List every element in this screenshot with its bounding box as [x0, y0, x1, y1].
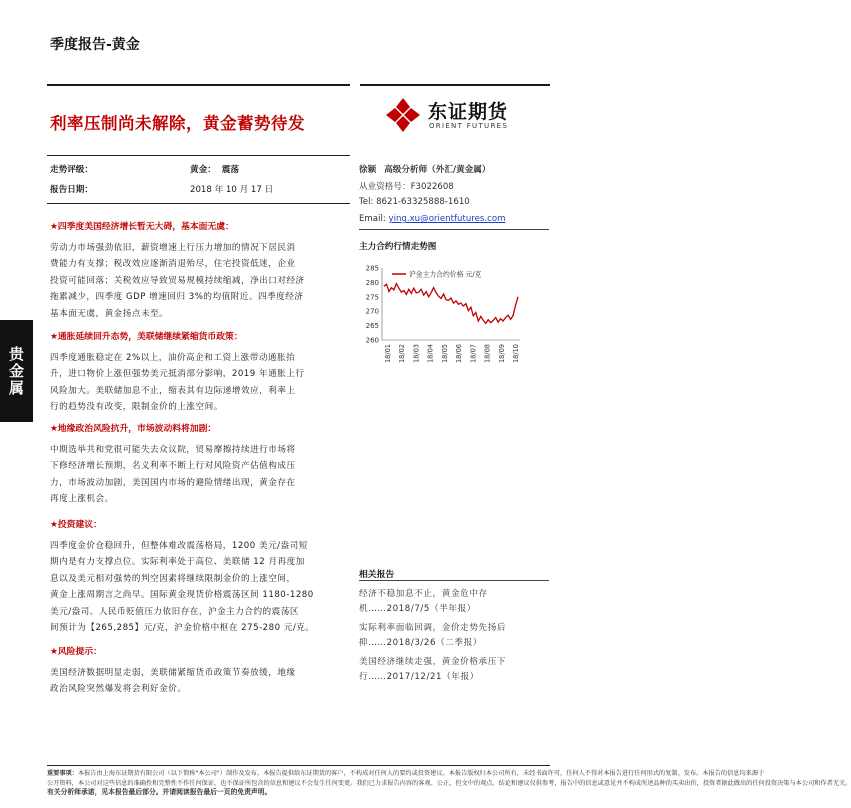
- section-4: [50, 517, 350, 636]
- section-line: 期内是有力支撑点位。实际利率处于高位、美联储 12 月再度加: [50, 557, 305, 568]
- disclaimer-line-1: [47, 769, 765, 779]
- related-item-date: 抑……2018/3/26（二季报）: [359, 637, 483, 648]
- meta-bottom-rule: [47, 203, 350, 204]
- page-title: 利率压制尚未解除，黄金蓄势待发: [50, 114, 305, 133]
- section-heading: ★风险提示：: [50, 647, 102, 657]
- section-line: 再度上涨机会。: [50, 494, 114, 505]
- related-item-date: 行……2017/12/21（年报）: [359, 671, 479, 682]
- analyst-rule: [359, 229, 549, 230]
- section-line: 息以及美元相对强势的判空因素将继续限制金价的上涨空间，: [50, 573, 296, 584]
- section-line: 美元/盎司。人民币贬值压力依旧存在，沪金主力合约的震荡区: [50, 606, 299, 617]
- section-line: 行的趋势没有改变，限制金价的上涨空间。: [50, 402, 223, 413]
- logo-name-en: ORIENT FUTURES: [429, 122, 509, 130]
- header-rule-left: [47, 84, 350, 86]
- trend-value: 震荡: [221, 165, 239, 175]
- x-tick-label: 18/10: [512, 344, 520, 364]
- x-tick-label: 18/05: [440, 344, 449, 364]
- section-line: 力，市场波动加剧，美国国内市场的避险情绪出现，黄金存在: [50, 477, 296, 488]
- x-tick-label: 18/09: [497, 344, 506, 364]
- section-line: 升，进口物价上涨但强势美元抵消部分影响，2019 年通胀上行: [50, 369, 305, 380]
- related-item-1[interactable]: [359, 587, 551, 616]
- related-heading: 相关报告: [359, 570, 395, 580]
- section-line: 费能力有支撑；税改效应逐渐消退殆尽，住宅投资低迷，企业: [50, 259, 296, 270]
- x-tick-label: 18/06: [455, 344, 464, 364]
- analyst-email-label: Email:: [359, 214, 389, 224]
- section-line: 间预计为【265,285】元/克，沪金价格中枢在 275-280 元/克。: [50, 623, 315, 634]
- trend-label: 走势评级：: [50, 165, 93, 175]
- company-logo: [384, 96, 534, 136]
- section-line: 美国经济数据明显走弱，美联储紧缩货币政策节奏放缓，地缘: [50, 668, 296, 678]
- disclaimer-footer: 有关分析师承诺，见本报告最后部分。并请阅读报告最后一页的免责声明。: [47, 788, 272, 797]
- x-tick-label: 18/07: [469, 344, 478, 364]
- section-line: 劳动力市场强劲依旧，薪资增速上行压力增加的情况下居民消: [50, 243, 296, 253]
- section-1: [50, 219, 350, 322]
- y-tick-label: 270: [365, 307, 379, 316]
- section-line: 四季度通胀稳定在 2%以上，油价高企和工资上涨带动通胀抬: [50, 353, 296, 363]
- section-heading: ★四季度美国经济增长暂无大碍，基本面无虞：: [50, 222, 234, 232]
- y-tick-label: 275: [365, 293, 379, 302]
- related-item-title: 实际利率面临回调，金价走势先扬后: [359, 623, 507, 633]
- analyst-tel: Tel: 8621-63325888-1610: [359, 197, 470, 207]
- related-item-date: 机……2018/7/5（半年报）: [359, 603, 476, 614]
- date-value: 2018 年 10 月 17 日: [190, 185, 274, 195]
- disclaimer-rule: [47, 765, 550, 766]
- related-rule: [359, 580, 549, 581]
- logo-name-cn: 东证期货: [428, 101, 509, 123]
- legend-label: 沪金主力合约价格 元/克: [409, 270, 482, 279]
- disclaimer-text-1: 本报告由上海东证期货有限公司（以下简称"本公司"）制作及发布。本报告提供给东证期货的客户，不构成对任何人的要约或投资建议。本报告版权归本公司所有，未经书面许可，任何人不得对本报告进行任何形式的复制、发布。本报告的信息均来源于: [77, 770, 765, 777]
- report-type: 季度报告-黄金: [50, 37, 140, 53]
- meta-top-rule: [47, 155, 350, 156]
- analyst-email-row: [359, 214, 505, 224]
- related-item-2[interactable]: [359, 621, 551, 650]
- x-tick-label: 18/08: [483, 344, 492, 364]
- price-series-line: [384, 284, 518, 324]
- section-line: 黄金上涨周期言之尚早。国际黄金现货价格震荡区间 1180-1280: [50, 590, 314, 601]
- section-line: 政治风险突然爆发将会利好金价。: [50, 684, 187, 695]
- analyst-email-link[interactable]: ying.xu@orientfutures.com: [388, 214, 506, 224]
- section-heading: ★投资建议：: [50, 520, 102, 530]
- price-chart: [358, 262, 528, 372]
- disclaimer-label: 重要事项：: [47, 770, 78, 777]
- trend-item-label: 黄金：: [190, 165, 216, 175]
- x-tick-label: 18/03: [412, 344, 421, 364]
- side-tab-precious-metals: 贵金属: [0, 320, 33, 422]
- y-tick-label: 265: [365, 322, 379, 331]
- related-item-3[interactable]: [359, 655, 551, 684]
- section-line: 拖累减少，四季度 GDP 增速回归 3%的均值附近。四季度经济: [50, 292, 304, 303]
- analyst-name: 徐颖: [359, 165, 377, 175]
- y-tick-label: 260: [365, 336, 379, 345]
- trend-item: [190, 163, 239, 175]
- related-list: [359, 587, 551, 684]
- section-line: 中期选举共和党很可能失去众议院，贸易摩擦持续进行市场将: [50, 445, 296, 455]
- analyst-name-row: [359, 163, 490, 175]
- section-5: [50, 644, 350, 698]
- y-tick-label: 285: [365, 264, 379, 273]
- date-label: 报告日期：: [50, 185, 93, 195]
- disclaimer: [47, 769, 851, 798]
- section-heading: ★通胀延续回升态势，美联储继续紧缩货币政策：: [50, 332, 243, 342]
- x-tick-label: 18/04: [426, 344, 435, 364]
- y-tick-label: 280: [365, 278, 379, 287]
- section-line: 投资可能回落；关税效应导致贸易规模持续缩减，净出口对经济: [50, 275, 305, 286]
- section-line: 下修经济增长预期，名义利率不断上行对风险资产估值构成压: [50, 461, 296, 472]
- chart-title: 主力合约行情走势图: [359, 242, 437, 252]
- analyst-license: 从业资格号：F3022608: [359, 182, 454, 192]
- related-item-title: 经济不稳加息不止，黄金危中存: [359, 589, 488, 599]
- disclaimer-text-2: 公开资料，本公司对这些信息的准确性和完整性不作任何保证，也不保证所包含的信息和建议不会发生任何变更。我们已力求报告内容的客观、公正，但文中的观点、结论和建议仅供参考，报告中的信息或意见并不构成所述品种的买卖出价，投资者据此做出的任何投资决策与本公司和作者无关。: [47, 779, 851, 787]
- section-3: [50, 421, 350, 508]
- analyst-title: 高级分析师（外汇/黄金属）: [384, 165, 491, 175]
- section-line: 四季度金价仓稳回升，但整体难改震荡格局，1200 美元/盎司短: [50, 541, 308, 551]
- related-item-title: 美国经济继续走强，黄金价格承压下: [359, 657, 507, 667]
- header-rule-right: [360, 84, 550, 86]
- x-tick-label: 18/02: [398, 344, 407, 364]
- x-tick-label: 18/01: [384, 344, 392, 364]
- section-line: 基本面无虞，黄金扬点未至。: [50, 308, 169, 319]
- section-line: 风险加大。美联储加息不止，缩表其有边际递增效应，利率上: [50, 385, 296, 396]
- logo-mark-icon: [384, 96, 422, 134]
- section-heading: ★地缘政治风险抗升，市场波动料将加剧：: [50, 424, 217, 434]
- section-2: [50, 329, 350, 416]
